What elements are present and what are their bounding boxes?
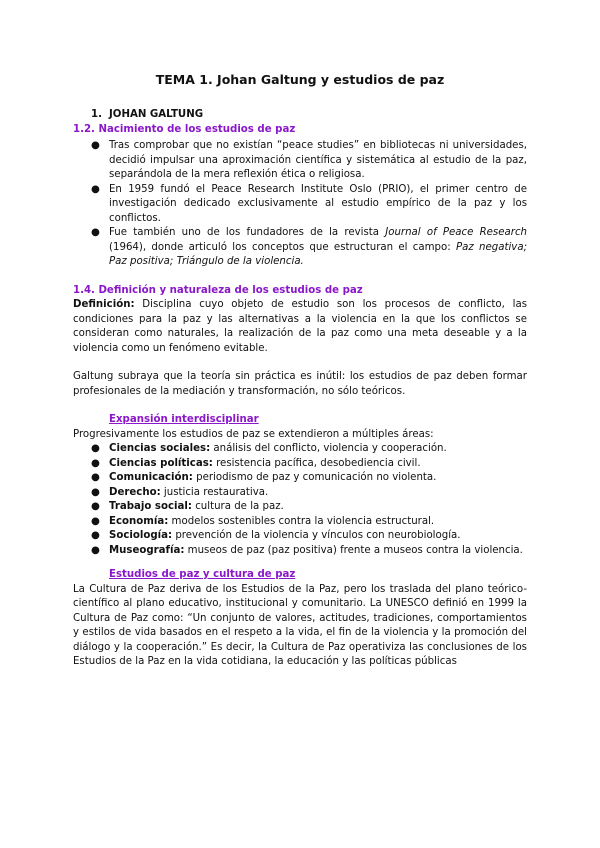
list-item: ● En 1959 fundó el Peace Research Institute Oslo (PRIO), el primer centro de investigación dedicado exclusivamente al estudio empírico de la paz y los conflictos. [91, 183, 527, 224]
list-item: ● Comunicación: periodismo de paz y comunicación no violenta. [73, 471, 527, 486]
expansion-intro: Progresivamente los estudios de paz se extendieron a múltiples áreas: [73, 428, 434, 440]
list-item: ● Trabajo social: cultura de la paz. [73, 500, 527, 515]
subheading-nacimiento: 1.2. Nacimiento de los estudios de paz [73, 123, 296, 135]
list-item: ● Fue también uno de los fundadores de la revista Journal of Peace Research (1964), donde articuló los conceptos que estructuran el campo: Paz negativa; Paz positiva; Triángulo de la violencia. [91, 227, 528, 267]
document-body [73, 108, 527, 670]
definition-paragraph: Definición: Disciplina cuyo objeto de estudio son los procesos de conflicto, las condiciones para la paz y las alternativas a la violencia en la que los conflictos se consideran como naturales, la realización de la paz como una meta deseable y a la violencia como un fenómeno evitable. [73, 299, 527, 354]
cultura-paragraph: La Cultura de Paz deriva de los Estudios de la Paz, pero los traslada del plano teórico-científico al plano educativo, institucional y comunitario. La UNESCO definió en 1999 la Cultura de Paz como: “Un conjunto de valores, actitudes, tradiciones, comportamientos y estilos de vida basados en el respeto a la vida, el fin de la violencia y la promoción del diálogo y la cooperación.” Es decir, la Cultura de Paz operativiza las conclusiones de los Estudios de la Paz en la vida cotidiana, la educación y las políticas públicas [73, 583, 527, 667]
subheading-definicion: 1.4. Definición y naturaleza de los estudios de paz [73, 284, 363, 296]
list-item: ● Derecho: justicia restaurativa. [73, 486, 527, 501]
list-item: ● Economía: modelos sostenibles contra la violencia estructural. [73, 515, 527, 530]
bullet-icon: ● [91, 486, 100, 498]
nacimiento-bullet-list [73, 139, 527, 270]
bullet-icon: ● [91, 227, 100, 238]
subheading-cultura-de-paz: Estudios de paz y cultura de paz [109, 569, 296, 580]
list-item: ● Sociología: prevención de la violencia y vínculos con neurobiología. [73, 529, 527, 544]
bullet-icon: ● [91, 472, 100, 483]
section-number: 1. [91, 109, 102, 120]
list-item: ● Ciencias sociales: análisis del conflicto, violencia y cooperación. [73, 442, 527, 457]
bullet-icon: ● [91, 183, 100, 195]
definition-label: Definición: [73, 299, 135, 310]
bullet-icon: ● [91, 443, 100, 454]
page-title: TEMA 1. Johan Galtung y estudios de paz [155, 72, 445, 87]
bullet-icon: ● [91, 140, 100, 151]
subheading-expansion: Expansión interdisciplinar [109, 414, 259, 425]
section-heading-johan-galtung [91, 108, 527, 123]
key-concepts: Paz negativa; Paz positiva; Triángulo de la violencia. [109, 241, 528, 267]
list-item: ● Museografía: museos de paz (paz positiva) frente a museos contra la violencia. [73, 544, 527, 559]
bullet-icon: ● [91, 515, 100, 527]
list-item: ● Tras comprobar que no existían “peace studies” en bibliotecas ni universidades, decidió impulsar una aproximación científica y sistemática al estudio de la paz, separándola de la mera reflexión ética o religiosa. [91, 140, 527, 180]
galtung-paragraph: Galtung subraya que la teoría sin práctica es inútil: los estudios de paz deben formar profesionales de la mediación y transformación, no sólo teóricos. [73, 371, 527, 397]
bullet-icon: ● [91, 544, 100, 556]
list-item: ● Ciencias políticas: resistencia pacífica, desobediencia civil. [73, 457, 527, 472]
bullet-icon: ● [91, 457, 100, 469]
bullet-icon: ● [91, 530, 100, 541]
journal-title: Journal of Peace Research [385, 227, 528, 238]
section-label: JOHAN GALTUNG [109, 109, 204, 120]
expansion-bullet-list [73, 442, 527, 558]
bullet-icon: ● [91, 501, 100, 512]
